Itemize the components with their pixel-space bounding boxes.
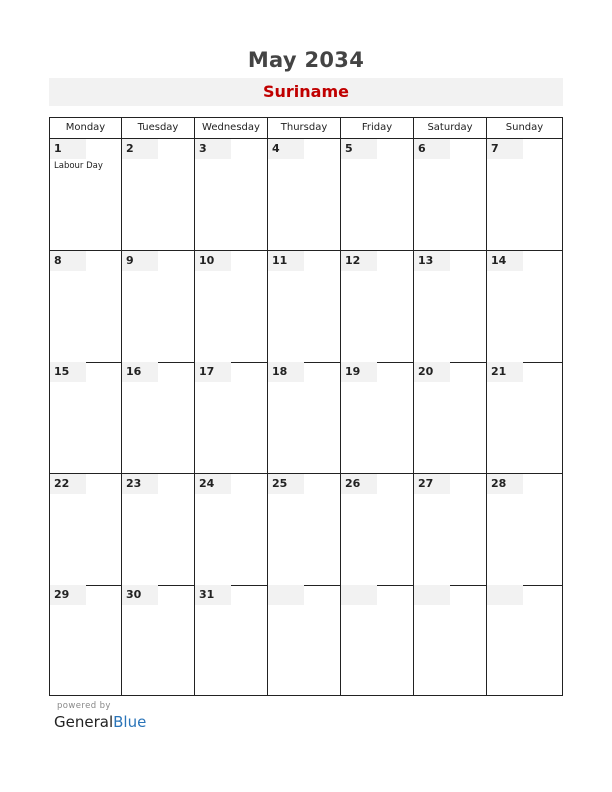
day-number: 3 (199, 142, 207, 155)
day-cell[interactable] (414, 139, 487, 250)
day-cell[interactable] (122, 585, 195, 696)
day-number: 2 (126, 142, 134, 155)
weekday-header-monday: Monday (50, 118, 122, 138)
day-number: 24 (199, 476, 215, 490)
week-row (50, 251, 562, 363)
day-cell[interactable] (195, 474, 268, 585)
brand-blue: Blue (113, 713, 147, 731)
day-number: 21 (491, 365, 507, 379)
day-cell[interactable] (195, 251, 268, 362)
day-cell[interactable] (50, 139, 122, 250)
powered-by-text: powered by (57, 701, 111, 711)
day-number: 4 (272, 142, 280, 155)
day-cell[interactable] (414, 585, 487, 696)
week-row (50, 362, 562, 474)
weekday-header-sunday: Sunday (505, 122, 544, 133)
week-row (50, 474, 562, 586)
day-cell[interactable] (487, 251, 562, 362)
day-number: 22 (54, 476, 70, 490)
day-cell[interactable] (268, 139, 341, 250)
day-cell[interactable] (414, 474, 487, 585)
day-number: 11 (272, 253, 288, 267)
weekday-header-saturday: Saturday (414, 118, 487, 138)
day-number: 5 (345, 142, 353, 155)
weekday-header-friday: Friday (341, 118, 414, 138)
country-banner (49, 78, 563, 106)
day-number: 13 (418, 253, 434, 267)
day-number: 18 (272, 365, 288, 379)
day-cell[interactable] (50, 474, 122, 585)
day-cell[interactable] (268, 474, 341, 585)
day-number: 25 (272, 476, 288, 490)
day-cell[interactable] (122, 139, 195, 250)
day-cell[interactable] (341, 585, 414, 696)
generalblue-logo[interactable] (54, 713, 146, 731)
day-number: 23 (126, 476, 142, 490)
day-number: 19 (345, 365, 361, 379)
holiday-label: Labour Day (54, 161, 103, 171)
day-cell[interactable] (195, 585, 268, 696)
day-cell[interactable] (50, 251, 122, 362)
day-number: 26 (345, 476, 361, 490)
day-number: 10 (199, 253, 215, 267)
day-number: 6 (418, 142, 426, 155)
day-cell[interactable] (195, 139, 268, 250)
day-number-box (341, 585, 377, 605)
day-number-box (268, 585, 304, 605)
day-cell[interactable] (268, 585, 341, 696)
day-number: 30 (126, 588, 142, 602)
day-cell[interactable] (487, 474, 562, 585)
day-number: 29 (54, 588, 70, 602)
day-cell[interactable] (414, 362, 487, 473)
day-cell[interactable] (341, 362, 414, 473)
day-cell[interactable] (268, 251, 341, 362)
day-number-box (414, 585, 450, 605)
day-number: 8 (54, 253, 62, 267)
day-cell[interactable] (268, 362, 341, 473)
day-cell[interactable] (341, 251, 414, 362)
day-number: 7 (491, 142, 499, 155)
day-number: 9 (126, 253, 134, 267)
day-number: 27 (418, 476, 434, 490)
day-number: 12 (345, 253, 361, 267)
day-number-box (487, 585, 523, 605)
weekday-header-thursday: Thursday (268, 118, 341, 138)
day-cell[interactable] (414, 251, 487, 362)
day-cell[interactable] (487, 139, 562, 250)
day-cell[interactable] (50, 585, 122, 696)
day-number: 31 (199, 588, 215, 602)
day-number: 1 (54, 142, 62, 155)
day-cell[interactable] (487, 362, 562, 473)
day-cell[interactable] (50, 362, 122, 473)
week-row (50, 585, 562, 697)
calendar-grid (49, 117, 563, 696)
weekday-header-row (50, 118, 562, 139)
day-cell[interactable] (487, 585, 562, 696)
day-number: 14 (491, 253, 507, 267)
day-cell[interactable] (122, 251, 195, 362)
day-cell[interactable] (122, 474, 195, 585)
day-number: 20 (418, 365, 434, 379)
country-name: Suriname (263, 82, 349, 101)
day-number: 28 (491, 476, 507, 490)
day-number: 16 (126, 365, 142, 379)
day-cell[interactable] (341, 474, 414, 585)
calendar-title: May 2034 (247, 48, 365, 72)
day-number: 17 (199, 365, 215, 379)
weekday-header-tuesday: Tuesday (122, 118, 195, 138)
day-cell[interactable] (341, 139, 414, 250)
brand-general: General (54, 713, 114, 731)
day-cell[interactable] (122, 362, 195, 473)
week-row (50, 139, 562, 251)
day-number: 15 (54, 365, 70, 379)
weekday-header-wednesday: Wednesday (195, 118, 268, 138)
day-cell[interactable] (195, 362, 268, 473)
